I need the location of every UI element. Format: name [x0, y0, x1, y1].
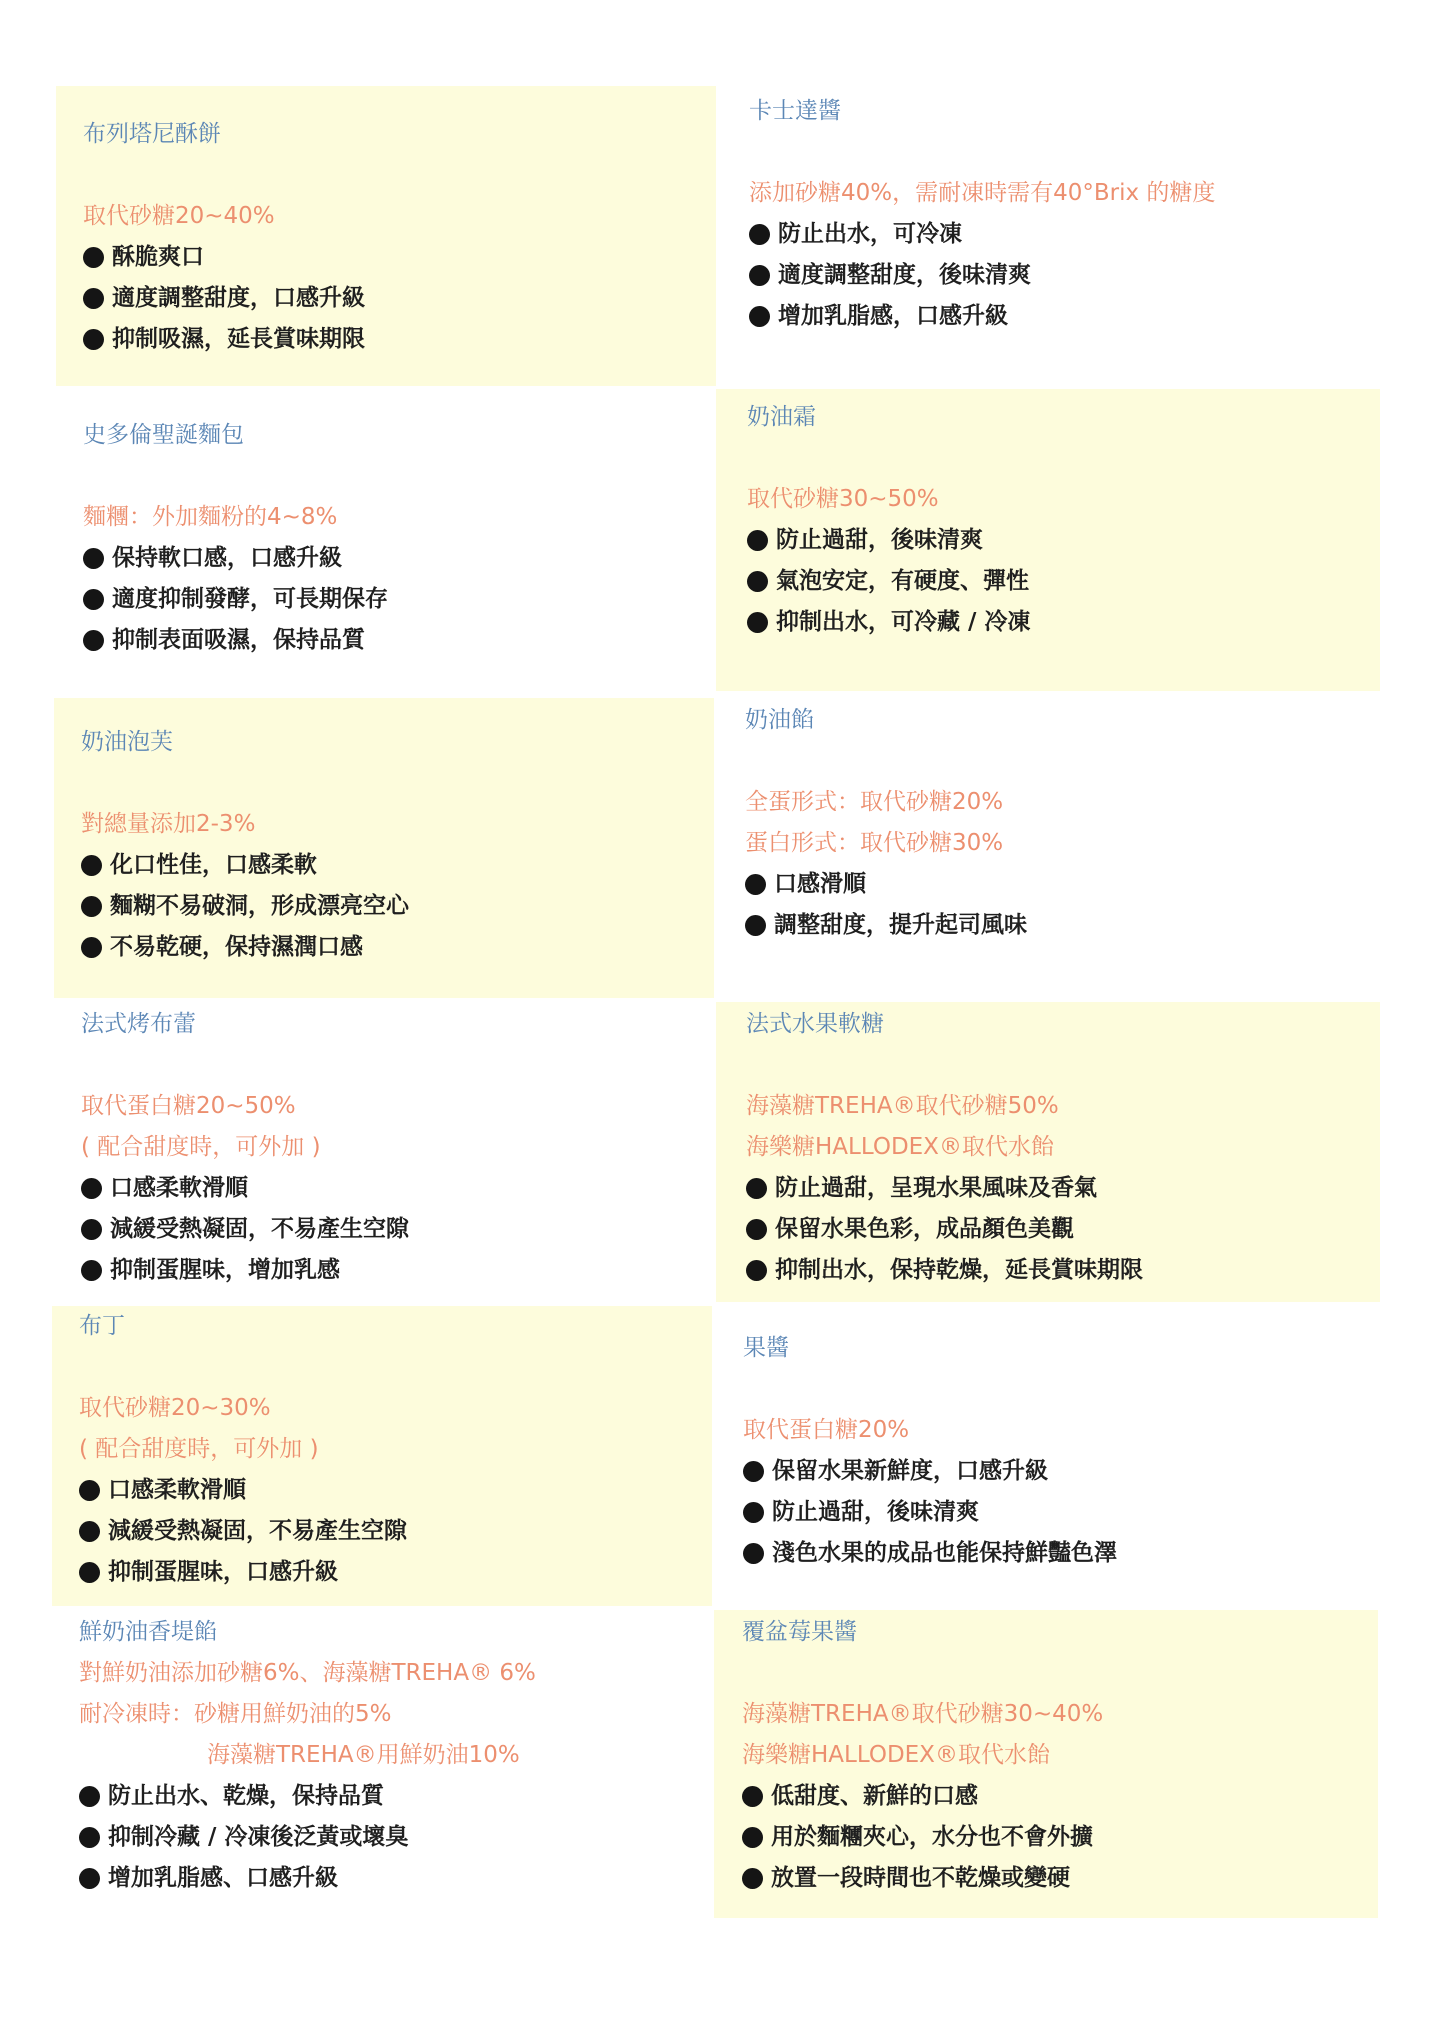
card-title: 奶油泡芙 — [81, 729, 173, 755]
bullet-item: 抑制表面吸濕，保持品質 — [83, 620, 716, 661]
spec-line: 海藻糖TREHA®取代砂糖30~40% — [742, 1701, 1104, 1727]
bullet-item: 減緩受熱凝固，不易產生空隙 — [81, 1209, 714, 1250]
card-title: 奶油霜 — [747, 404, 816, 430]
spec-line: 添加砂糖40%，需耐凍時需有40°Brix 的糖度 — [749, 180, 1216, 206]
card-chantilly-cream — [52, 1612, 712, 1916]
spec-line: 取代砂糖20~30% — [79, 1395, 271, 1421]
card-title: 鮮奶油香堤餡 — [79, 1619, 217, 1645]
bullet-item: 適度調整甜度，口感升級 — [83, 278, 716, 319]
card-title: 布列塔尼酥餅 — [83, 121, 221, 147]
bullet-dot-icon — [81, 937, 102, 958]
bullet-item: 低甜度、新鮮的口感 — [742, 1776, 1378, 1817]
bullet-item: 氣泡安定，有硬度、彈性 — [747, 561, 1380, 602]
bullet-dot-icon — [79, 1521, 100, 1542]
card-jam — [716, 1306, 1380, 1606]
card-pudding — [52, 1306, 712, 1606]
bullet-dot-icon — [742, 1827, 763, 1848]
card-title: 卡士達醬 — [749, 98, 841, 124]
bullet-dot-icon — [79, 1480, 100, 1501]
bullet-dot-icon — [742, 1786, 763, 1807]
card-title: 奶油餡 — [745, 707, 814, 733]
bullet-dot-icon — [79, 1868, 100, 1889]
bullet-dot-icon — [745, 874, 766, 895]
bullet-item: 用於麵糰夾心，水分也不會外擴 — [742, 1817, 1378, 1858]
card-title: 果醬 — [743, 1335, 789, 1361]
bullet-item: 適度抑制發酵，可長期保存 — [83, 579, 716, 620]
card-title: 史多倫聖誕麵包 — [83, 422, 244, 448]
spec-line: ( 配合甜度時，可外加 ) — [79, 1436, 319, 1462]
bullet-item: 放置一段時間也不乾燥或變硬 — [742, 1858, 1378, 1899]
bullet-item: 防止出水，可冷凍 — [749, 214, 1382, 255]
bullet-dot-icon — [743, 1543, 764, 1564]
bullet-dot-icon — [81, 1178, 102, 1199]
card-breton-shortbread — [56, 86, 716, 386]
bullet-dot-icon — [81, 855, 102, 876]
bullet-item: 化口性佳，口感柔軟 — [81, 845, 714, 886]
bullet-item: 抑制冷藏 / 冷凍後泛黃或壞臭 — [79, 1817, 712, 1858]
bullet-item: 增加乳脂感，口感升級 — [749, 296, 1382, 337]
spec-line: 海樂糖HALLODEX®取代水飴 — [742, 1742, 1050, 1768]
bullet-dot-icon — [743, 1502, 764, 1523]
bullet-item: 保留水果新鮮度，口感升級 — [743, 1451, 1380, 1492]
bullet-item: 酥脆爽口 — [83, 237, 716, 278]
spec-line: 取代蛋白糖20% — [743, 1417, 910, 1443]
bullet-dot-icon — [749, 265, 770, 286]
bullet-item: 保持軟口感，口感升級 — [83, 538, 716, 579]
bullet-dot-icon — [746, 1178, 767, 1199]
bullet-dot-icon — [83, 247, 104, 268]
spec-line: 耐冷凍時：砂糖用鮮奶油的5% — [79, 1701, 392, 1727]
bullet-item: 保留水果色彩，成品顏色美觀 — [746, 1209, 1380, 1250]
bullet-dot-icon — [83, 329, 104, 350]
bullet-item: 抑制出水，可冷藏 / 冷凍 — [747, 602, 1380, 643]
bullet-item: 不易乾硬，保持濕潤口感 — [81, 927, 714, 968]
bullet-item: 防止過甜，後味清爽 — [743, 1492, 1380, 1533]
card-raspberry-jam — [714, 1610, 1378, 1918]
bullet-item: 減緩受熱凝固，不易產生空隙 — [79, 1511, 712, 1552]
spec-line: 麵糰：外加麵粉的4~8% — [83, 504, 338, 530]
bullet-dot-icon — [79, 1827, 100, 1848]
spec-line: 海藻糖TREHA®取代砂糖50% — [746, 1093, 1059, 1119]
bullet-dot-icon — [83, 288, 104, 309]
bullet-item: 防止出水、乾燥，保持品質 — [79, 1776, 712, 1817]
bullet-dot-icon — [81, 1219, 102, 1240]
card-title: 覆盆莓果醬 — [742, 1619, 857, 1645]
bullet-item: 抑制出水，保持乾燥，延長賞味期限 — [746, 1250, 1380, 1291]
card-title: 法式水果軟糖 — [746, 1011, 884, 1037]
bullet-item: 防止過甜，呈現水果風味及香氣 — [746, 1168, 1380, 1209]
bullet-item: 調整甜度，提升起司風味 — [745, 905, 1380, 946]
bullet-dot-icon — [83, 630, 104, 651]
card-cream-puff — [54, 698, 714, 998]
bullet-item: 麵糊不易破洞，形成漂亮空心 — [81, 886, 714, 927]
bullet-dot-icon — [81, 896, 102, 917]
bullet-item: 淺色水果的成品也能保持鮮豔色澤 — [743, 1533, 1380, 1574]
spec-line: 海藻糖TREHA®用鮮奶油10% — [207, 1742, 520, 1768]
spec-line: 蛋白形式：取代砂糖30% — [745, 830, 1004, 856]
bullet-dot-icon — [81, 1260, 102, 1281]
bullet-item: 適度調整甜度，後味清爽 — [749, 255, 1382, 296]
spec-line: ( 配合甜度時，可外加 ) — [81, 1134, 321, 1160]
card-title: 法式烤布蕾 — [81, 1011, 196, 1037]
spec-line: 海樂糖HALLODEX®取代水飴 — [746, 1134, 1054, 1160]
bullet-dot-icon — [747, 612, 768, 633]
bullet-dot-icon — [745, 915, 766, 936]
bullet-item: 口感柔軟滑順 — [81, 1168, 714, 1209]
spec-line: 取代砂糖30~50% — [747, 486, 939, 512]
card-stollen — [56, 393, 716, 693]
bullet-dot-icon — [746, 1219, 767, 1240]
bullet-item: 口感滑順 — [745, 864, 1380, 905]
bullet-item: 增加乳脂感、口感升級 — [79, 1858, 712, 1899]
bullet-dot-icon — [79, 1562, 100, 1583]
card-cream-filling — [718, 698, 1380, 998]
card-pate-de-fruits — [716, 1002, 1380, 1302]
bullet-dot-icon — [749, 224, 770, 245]
bullet-dot-icon — [742, 1868, 763, 1889]
card-creme-brulee — [54, 1004, 714, 1302]
bullet-item: 抑制蛋腥味，口感升級 — [79, 1552, 712, 1593]
spec-line: 對鮮奶油添加砂糖6%、海藻糖TREHA® 6% — [79, 1660, 536, 1686]
bullet-dot-icon — [743, 1461, 764, 1482]
bullet-dot-icon — [749, 306, 770, 327]
bullet-dot-icon — [747, 530, 768, 551]
card-title: 布丁 — [79, 1313, 125, 1339]
bullet-item: 口感柔軟滑順 — [79, 1470, 712, 1511]
bullet-item: 抑制吸濕，延長賞味期限 — [83, 319, 716, 360]
spec-line: 取代砂糖20~40% — [83, 203, 275, 229]
card-buttercream — [716, 389, 1380, 691]
bullet-dot-icon — [747, 571, 768, 592]
bullet-dot-icon — [83, 548, 104, 569]
bullet-item: 防止過甜，後味清爽 — [747, 520, 1380, 561]
bullet-dot-icon — [79, 1786, 100, 1807]
card-custard-sauce — [722, 86, 1382, 386]
spec-line: 全蛋形式：取代砂糖20% — [745, 789, 1004, 815]
bullet-dot-icon — [746, 1260, 767, 1281]
bullet-item: 抑制蛋腥味，增加乳感 — [81, 1250, 714, 1291]
spec-line: 對總量添加2-3% — [81, 811, 256, 837]
spec-line: 取代蛋白糖20~50% — [81, 1093, 296, 1119]
bullet-dot-icon — [83, 589, 104, 610]
